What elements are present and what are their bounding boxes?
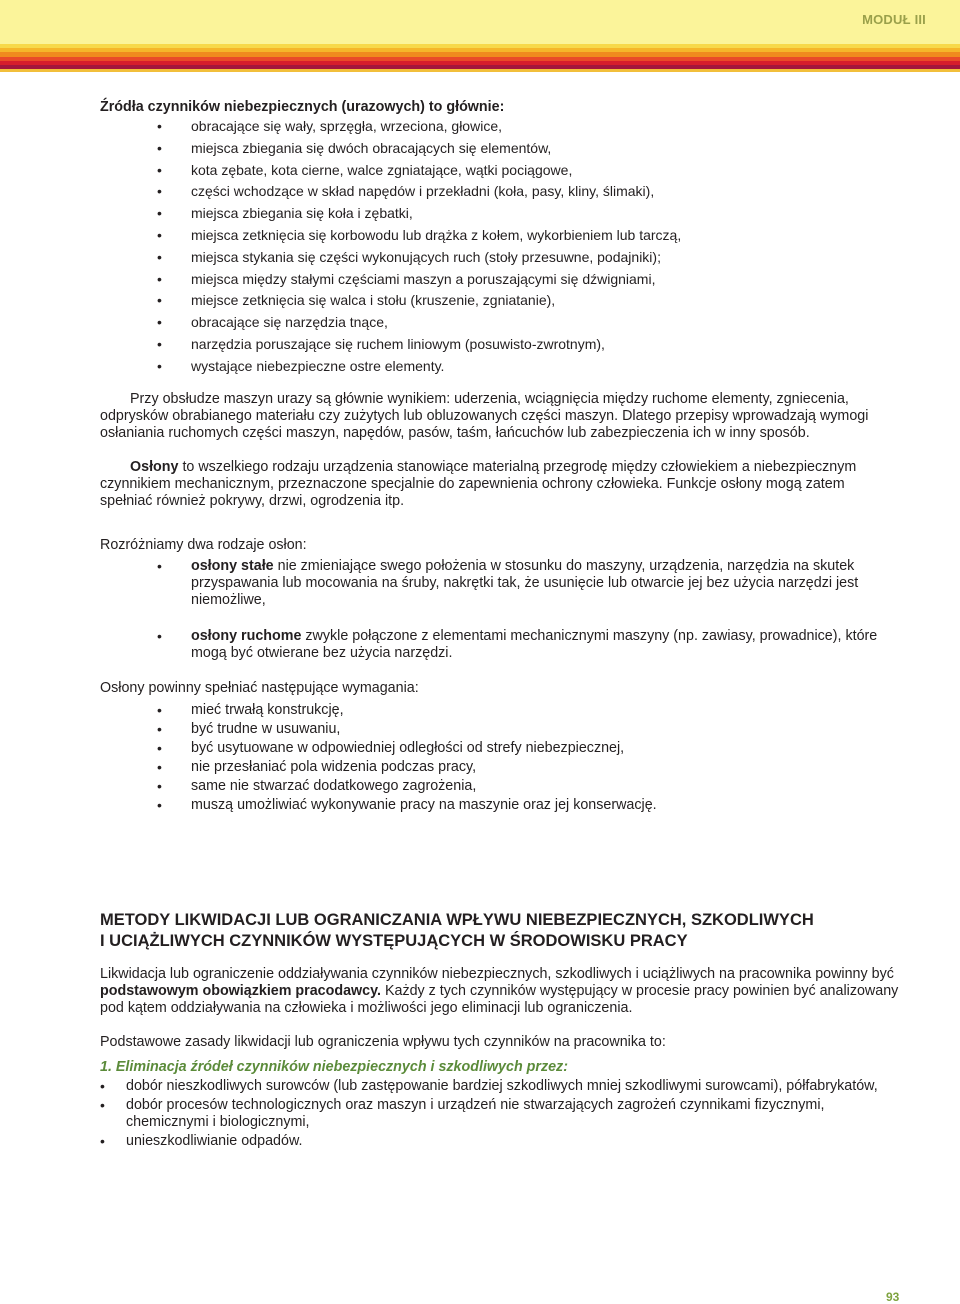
bullet-icon: • xyxy=(157,139,162,156)
list-item: • być trudne w usuwaniu, xyxy=(157,720,341,737)
section-title: Źródła czynników niebezpiecznych (urazowych) to głównie: xyxy=(100,99,505,115)
bold-term: Osłony xyxy=(130,458,179,475)
bullet-icon: • xyxy=(157,627,162,644)
decor-stripe xyxy=(0,69,960,72)
list-item: • dobór procesów technologicznych oraz maszyn i urządzeń nie stwarzających zagrożeń czynnikami fizycznymi, chemicznymi i biologicznymi, xyxy=(100,1096,825,1130)
list-item: • wystające niebezpieczne ostre elementy. xyxy=(100,356,900,378)
header-band xyxy=(0,0,960,44)
bullet-icon: • xyxy=(157,270,162,287)
paragraph-injuries: Przy obsłudze maszyn urazy są głównie wynikiem: uderzenia, wciągnięcia między ruchome elementy, zgniecenia, odprysków obrabianego materiału czy zużytych lub obluzowanych części maszyn. Dlatego przepisy wprowadzają wymogi osłaniania ruchomych części maszyn, napędów, pasów, taśm, łańcuchów lub zabezpieczenia ich w inny sposób. xyxy=(100,390,869,441)
list-item: • miejsca zetknięcia się korbowodu lub drążka z kołem, wykorbieniem lub tarczą, xyxy=(100,225,900,247)
bullet-icon: • xyxy=(100,1096,105,1113)
list-item: • dobór nieszkodliwych surowców (lub zastępowanie bardziej szkodliwych mniej szkodliwymi surowcami), półfabrykatów, xyxy=(100,1077,878,1094)
principles-intro: Podstawowe zasady likwidacji lub ograniczenia wpływu tych czynników na pracownika to: xyxy=(100,1033,666,1050)
list-item: • być usytuowane w odpowiedniej odległości od strefy niebezpiecznej, xyxy=(157,739,625,756)
list-item: • miejsca zbiegania się koła i zębatki, xyxy=(100,203,900,225)
list-item: • narzędzia poruszające się ruchem liniowym (posuwisto-zwrotnym), xyxy=(100,334,900,356)
list-item: • obracające się wały, sprzęgła, wrzeciona, głowice, xyxy=(100,116,900,138)
list-item: • osłony stałe nie zmieniające swego położenia w stosunku do maszyny, urządzenia, narzędzia na skutek przyspawania lub mocowania na śruby, nakrętki tak, że usunięcie lub otwarcie jej bez użycia narzędzi jest niemożliwe, xyxy=(157,557,859,608)
list-item: • miejsca stykania się części wykonujących ruch (stoły przesuwne, podajniki); xyxy=(100,247,900,269)
list-item: • nie przesłaniać pola widzenia podczas pracy, xyxy=(157,758,477,775)
bullet-icon: • xyxy=(157,739,162,756)
bullet-icon: • xyxy=(157,292,162,309)
bullet-icon: • xyxy=(157,720,162,737)
guard-types-list xyxy=(100,558,900,662)
requirements-list xyxy=(100,701,900,815)
bullet-icon: • xyxy=(157,183,162,200)
list-item: • obracające się narzędzia tnące, xyxy=(100,312,900,334)
bullet-icon: • xyxy=(100,1077,105,1094)
section-heading: METODY LIKWIDACJI LUB OGRANICZANIA WPŁYWU NIEBEZPIECZNYCH, SZKODLIWYCH I UCIĄŻLIWYCH CZYNNIKÓW WYSTĘPUJĄCYCH W ŚRODOWISKU PRACY xyxy=(100,910,814,950)
bullet-icon: • xyxy=(157,226,162,243)
list-item: • muszą umożliwiać wykonywanie pracy na maszynie oraz jej konserwację. xyxy=(157,796,657,813)
bullet-icon: • xyxy=(100,1132,105,1149)
paragraph-guards-definition: Osłony to wszelkiego rodzaju urządzenia stanowiące materialną przegrodę między człowiekiem a niebezpiecznym czynnikiem mechanicznym, przeznaczone specjalnie do zapewnienia ochrony człowieka. Funkcje osłony mogą zatem spełniać również pokrywy, drzwi, ogrodzenia itp. xyxy=(100,458,857,509)
list-item: • same nie stwarzać dodatkowego zagrożenia, xyxy=(157,777,477,794)
bullet-icon: • xyxy=(157,357,162,374)
bullet-icon: • xyxy=(157,777,162,794)
bullet-icon: • xyxy=(157,161,162,178)
elimination-list xyxy=(100,1078,900,1150)
list-item: • miejsca między stałymi częściami maszyn a poruszającymi się dźwigniami, xyxy=(100,269,900,291)
guard-types-intro: Rozróżniamy dwa rodzaje osłon: xyxy=(100,536,307,553)
bullet-icon: • xyxy=(157,248,162,265)
page-content xyxy=(100,99,900,1150)
bullet-icon: • xyxy=(157,557,162,574)
list-item: • osłony ruchome zwykle połączone z elementami mechanicznymi maszyny (np. zawiasy, prowadnice), które mogą być otwierane bez użycia narzędzi. xyxy=(157,627,878,661)
list-item: • miejsca zbiegania się dwóch obracających się elementów, xyxy=(100,138,900,160)
list-item: • mieć trwałą konstrukcję, xyxy=(157,701,344,718)
list-item: • części wchodzące w skład napędów i przekładni (koła, pasy, kliny, ślimaki), xyxy=(100,181,900,203)
bullet-icon: • xyxy=(157,314,162,331)
list-item: • unieszkodliwianie odpadów. xyxy=(100,1132,303,1149)
page-number: 93 xyxy=(886,1290,900,1304)
subheading: 1. Eliminacja źródeł czynników niebezpiecznych i szkodliwych przez: xyxy=(100,1058,568,1075)
bullet-icon: • xyxy=(157,118,162,134)
hazard-sources-list xyxy=(100,116,900,378)
bullet-icon: • xyxy=(157,701,162,718)
list-item: • kota zębate, kota cierne, walce zgniatające, wątki pociągowe, xyxy=(100,160,900,182)
paragraph-elimination: Likwidacja lub ograniczenie oddziaływania czynników niebezpiecznych, szkodliwych i uciążliwych na pracownika powinny być podstawowym obowiązkiem pracodawcy. Każdy z tych czynników występujący w procesie pracy powinien być analizowany pod kątem oddziaływania na człowieka i możliwości jego eliminacji lub ograniczenia. xyxy=(100,965,899,1016)
module-label: MODUŁ III xyxy=(862,12,926,27)
list-item: • miejsce zetknięcia się walca i stołu (kruszenie, zgniatanie), xyxy=(100,290,900,312)
bullet-icon: • xyxy=(157,758,162,775)
bullet-icon: • xyxy=(157,205,162,222)
bullet-icon: • xyxy=(157,335,162,352)
bullet-icon: • xyxy=(157,796,162,813)
requirements-intro: Osłony powinny spełniać następujące wymagania: xyxy=(100,679,419,696)
